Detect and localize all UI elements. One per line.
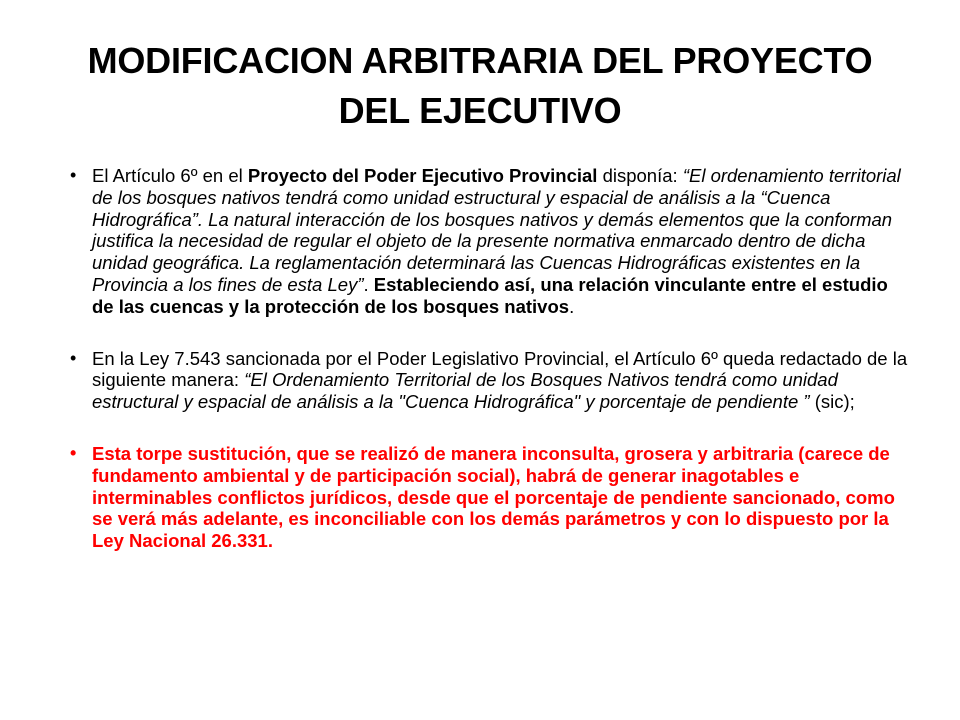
bullet2-text-1: En la Ley 7.543 sancionada por el Poder Legislativo Provincial, el Artículo 6º queda redactado de la siguiente manera: (92, 347, 908, 391)
bullet-item-2 (70, 348, 912, 413)
slide-title: MODIFICACION ARBITRARIA DEL PROYECTO DEL EJECUTIVO (87, 40, 873, 131)
bullet1-bold-conclusion: Estableciendo así, una relación vinculante entre el estudio de las cuencas y la protección de los bosques nativos (92, 273, 888, 317)
bullet1-text-1: El Artículo 6º en el (92, 165, 248, 186)
bullet2-quote: “El Ordenamiento Territorial de los Bosques Nativos tendrá como unidad estructural y espacial de análisis a la "Cuenca Hidrográfica" y porcentaje de pendiente ” (92, 369, 838, 413)
bullet1-text-2: disponía: (597, 165, 683, 186)
bullet1-quote: “El ordenamiento territorial de los bosques nativos tendrá como unidad estructural y espacial de análisis a la “Cuenca Hidrográfica”. La natural interacción de los bosques nativos y demás elementos que la conforman justifica la necesidad de regular el objeto de la presente normativa enmarcado dentro de dicha unidad geográfica. La reglamentación determinará las Cuencas Hidrográficas existentes en la Provincia a los fines de esta Ley” (92, 165, 901, 295)
bullet-item-1 (70, 165, 912, 318)
bullet3-text: Esta torpe sustitución, que se realizó de manera inconsulta, grosera y arbitraria (carece de fundamento ambiental y de participación social), habrá de generar inagotables e interminables conflictos jurídicos, desde que el porcentaje de pendiente sancionado, como se verá más adelante, es inconciliable con los demás parámetros y con lo dispuesto por la Ley Nacional 26.331. (92, 442, 895, 552)
slide-content (70, 165, 912, 582)
bullet1-text-4: . (569, 295, 575, 317)
bullet1-bold-project: Proyecto del Poder Ejecutivo Provincial (247, 165, 598, 186)
bullet1-text-3: . (363, 273, 374, 295)
bullet-item-3 (70, 443, 912, 552)
bullet2-text-2: (sic); (809, 391, 855, 413)
